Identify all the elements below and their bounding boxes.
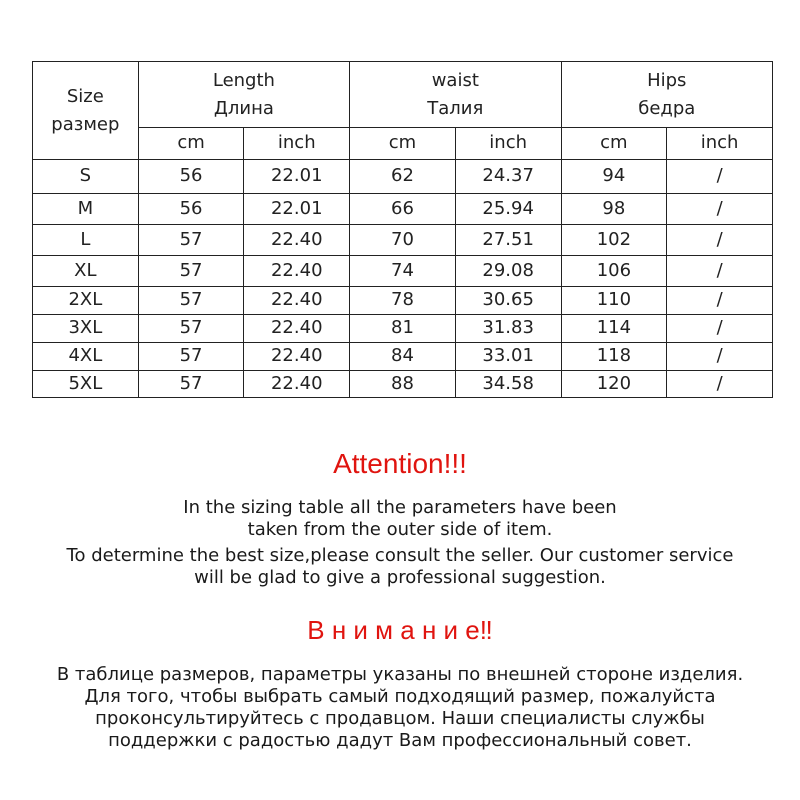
value-cell: 33.01 xyxy=(455,343,561,371)
value-cell: 110 xyxy=(561,287,667,315)
notice-en-line: taken from the outer side of item. xyxy=(247,519,553,540)
value-cell: 22.40 xyxy=(244,371,350,398)
value-cell: 114 xyxy=(561,315,667,343)
unit-header: inch xyxy=(667,128,773,160)
value-cell: 57 xyxy=(138,225,244,256)
size-cell: 5XL xyxy=(33,371,139,398)
size-cell: 3XL xyxy=(33,315,139,343)
value-cell: 30.65 xyxy=(455,287,561,315)
size-cell: XL xyxy=(33,256,139,287)
value-cell: / xyxy=(667,343,773,371)
value-cell: 24.37 xyxy=(455,160,561,194)
value-cell: 22.40 xyxy=(244,315,350,343)
value-cell: 56 xyxy=(138,160,244,194)
unit-header: cm xyxy=(561,128,667,160)
value-cell: 106 xyxy=(561,256,667,287)
value-cell: 56 xyxy=(138,194,244,225)
value-cell: 57 xyxy=(138,343,244,371)
value-cell: 22.40 xyxy=(244,225,350,256)
value-cell: / xyxy=(667,287,773,315)
size-row xyxy=(33,160,773,194)
value-cell: 57 xyxy=(138,371,244,398)
value-cell: 29.08 xyxy=(455,256,561,287)
notice-en-line: will be glad to give a professional suggestion. xyxy=(194,567,606,588)
waist-header-en: waist xyxy=(431,69,479,91)
size-row xyxy=(33,194,773,225)
waist-header-ru: Талия xyxy=(427,97,484,119)
hips-header xyxy=(561,62,772,128)
size-cell: 2XL xyxy=(33,287,139,315)
notice-ru-block xyxy=(0,664,800,752)
length-header-ru: Длина xyxy=(213,97,274,119)
size-row xyxy=(33,343,773,371)
attention-title: Attention!!! xyxy=(333,448,467,479)
value-cell: 118 xyxy=(561,343,667,371)
value-cell: / xyxy=(667,194,773,225)
hips-header-ru: бедра xyxy=(638,97,696,119)
value-cell: 34.58 xyxy=(455,371,561,398)
notice-en-line: In the sizing table all the parameters have been xyxy=(183,497,617,518)
size-header xyxy=(33,62,139,160)
unit-header: inch xyxy=(455,128,561,160)
size-header-en: Size xyxy=(66,85,104,107)
notice-ru-line: проконсультируйтесь с продавцом. Наши специалисты службы xyxy=(95,708,705,729)
unit-header: cm xyxy=(350,128,456,160)
value-cell: 22.01 xyxy=(244,194,350,225)
size-row xyxy=(33,315,773,343)
value-cell: 74 xyxy=(350,256,456,287)
size-cell: S xyxy=(33,160,139,194)
size-row xyxy=(33,256,773,287)
value-cell: 102 xyxy=(561,225,667,256)
value-cell: 84 xyxy=(350,343,456,371)
value-cell: 70 xyxy=(350,225,456,256)
unit-header: cm xyxy=(138,128,244,160)
value-cell: / xyxy=(667,371,773,398)
value-cell: 27.51 xyxy=(455,225,561,256)
value-cell: 120 xyxy=(561,371,667,398)
value-cell: 62 xyxy=(350,160,456,194)
size-row xyxy=(33,287,773,315)
length-header xyxy=(138,62,349,128)
value-cell: / xyxy=(667,225,773,256)
value-cell: 78 xyxy=(350,287,456,315)
value-cell: / xyxy=(667,160,773,194)
size-header-ru: размер xyxy=(51,113,120,135)
value-cell: 22.01 xyxy=(244,160,350,194)
size-cell: 4XL xyxy=(33,343,139,371)
value-cell: / xyxy=(667,315,773,343)
value-cell: 88 xyxy=(350,371,456,398)
value-cell: 81 xyxy=(350,315,456,343)
length-header-en: Length xyxy=(212,69,275,91)
attention-title-ru: В н и м а н и е‼ xyxy=(307,615,493,645)
notice-ru-line: поддержки с радостью дадут Вам профессиональный совет. xyxy=(108,730,692,751)
value-cell: 57 xyxy=(138,315,244,343)
value-cell: 22.40 xyxy=(244,256,350,287)
unit-header: inch xyxy=(244,128,350,160)
value-cell: 22.40 xyxy=(244,287,350,315)
value-cell: 57 xyxy=(138,287,244,315)
value-cell: 66 xyxy=(350,194,456,225)
notice-en-block-2 xyxy=(0,545,800,589)
notice-en-line: To determine the best size,please consult the seller. Our customer service xyxy=(66,545,734,566)
hips-header-en: Hips xyxy=(647,69,687,91)
value-cell: 22.40 xyxy=(244,343,350,371)
unit-header-row xyxy=(33,128,773,160)
value-cell: 31.83 xyxy=(455,315,561,343)
size-row xyxy=(33,225,773,256)
size-row xyxy=(33,371,773,398)
group-header-row xyxy=(33,62,773,128)
notice-ru-line: Для того, чтобы выбрать самый подходящий размер, пожалуйста xyxy=(84,686,716,707)
size-cell: L xyxy=(33,225,139,256)
size-table xyxy=(32,61,773,398)
value-cell: 98 xyxy=(561,194,667,225)
value-cell: / xyxy=(667,256,773,287)
notice-en-block-1 xyxy=(0,497,800,541)
value-cell: 57 xyxy=(138,256,244,287)
size-cell: M xyxy=(33,194,139,225)
waist-header xyxy=(350,62,561,128)
notice-ru-line: В таблице размеров, параметры указаны по внешней стороне изделия. xyxy=(56,664,744,685)
value-cell: 25.94 xyxy=(455,194,561,225)
value-cell: 94 xyxy=(561,160,667,194)
